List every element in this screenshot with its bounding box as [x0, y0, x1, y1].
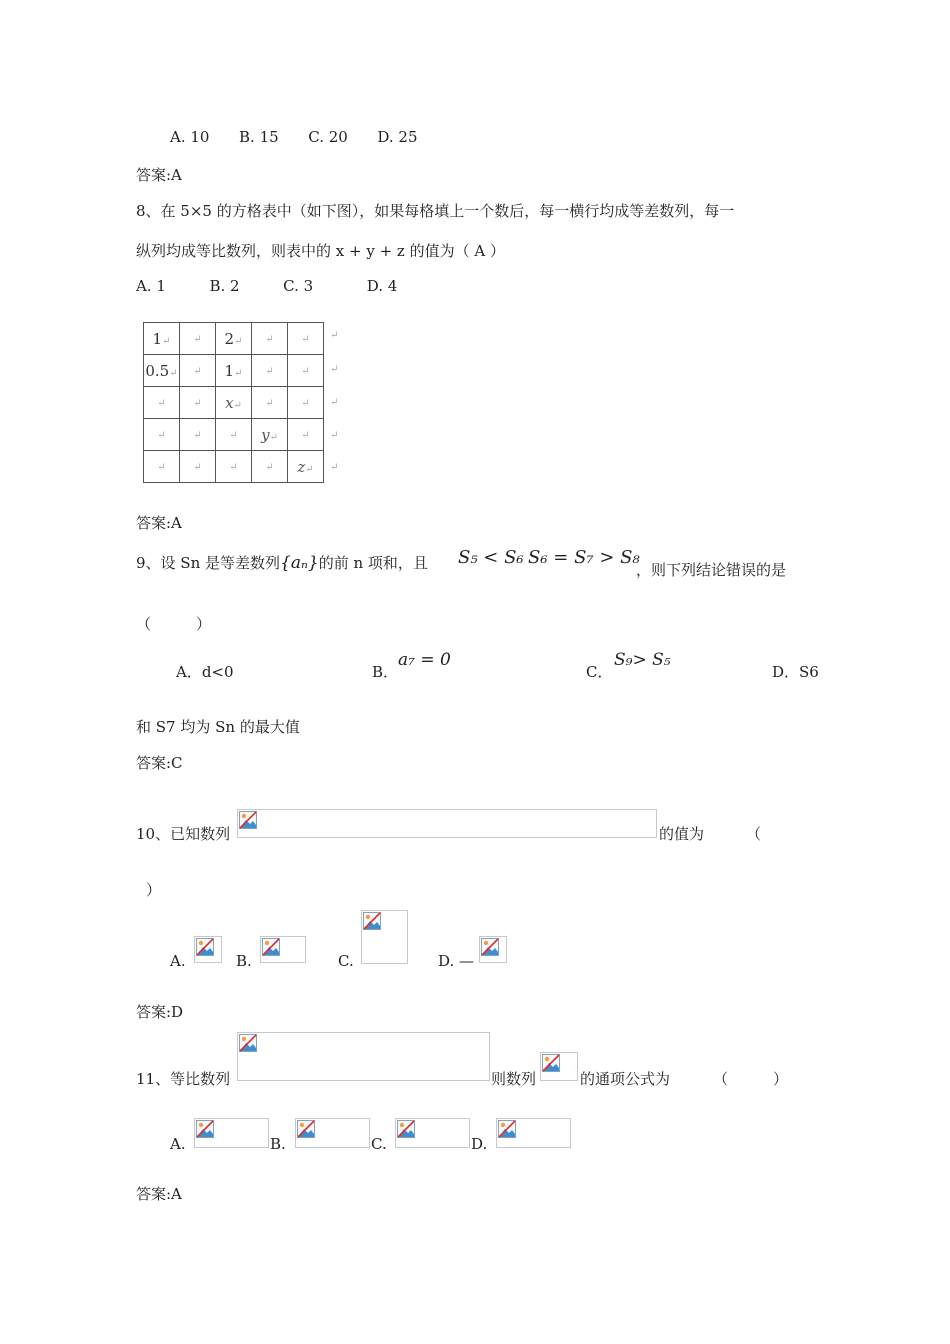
broken-image-icon	[363, 912, 381, 930]
broken-image-icon	[196, 1120, 214, 1138]
q11-option-a-image	[194, 1118, 269, 1148]
grid-cell: ↵	[144, 451, 180, 483]
grid-cell: ↵	[216, 419, 252, 451]
grid-cell: 2↵	[216, 323, 252, 355]
broken-image-icon	[196, 938, 214, 956]
q10-suffix: 的值为	[659, 825, 705, 843]
grid-cell: z↵	[288, 451, 324, 483]
q7-option-b: B. 15	[239, 128, 279, 146]
broken-image-icon	[297, 1120, 315, 1138]
grid-cell: 1↵	[216, 355, 252, 387]
row-mark: ↵	[330, 364, 339, 375]
row-mark: ↵	[330, 330, 339, 341]
grid-cell: ↵	[180, 451, 216, 483]
grid-cell: 0.5↵	[144, 355, 180, 387]
q11-seq-image	[540, 1052, 578, 1081]
grid-cell: ↵	[288, 387, 324, 419]
grid-cell: ↵	[288, 355, 324, 387]
q11-middle: 则数列	[491, 1070, 537, 1088]
grid-cell: ↵	[288, 323, 324, 355]
q10-option-b: B.	[236, 952, 252, 970]
broken-image-icon	[239, 1034, 257, 1052]
q9-option-a: A．d<0	[176, 663, 234, 681]
row-mark: ↵	[330, 430, 339, 441]
q11-prefix: 11、等比数列	[136, 1070, 231, 1088]
q11-paren: （ ）	[713, 1070, 789, 1088]
q7-option-a: A. 10	[170, 128, 210, 146]
row-mark: ↵	[330, 397, 339, 408]
broken-image-icon	[397, 1120, 415, 1138]
q11-formula-image	[237, 1032, 490, 1081]
q8-grid-table	[143, 322, 324, 483]
grid-cell: ↵	[288, 419, 324, 451]
grid-cell: x↵	[216, 387, 252, 419]
q9-cond2-math: S₆ = S₇ > S₈	[528, 547, 640, 568]
q9-middle: 的前 n 项和，且	[318, 554, 428, 572]
grid-cell: ↵	[216, 451, 252, 483]
grid-cell: ↵	[252, 355, 288, 387]
q9-cond1-math: S₅ < S₆	[458, 547, 524, 568]
broken-image-icon	[239, 811, 257, 829]
q7-option-d: D. 25	[377, 128, 418, 146]
q8-stem-line2: 纵列均成等比数列，则表中的 x + y + z 的值为（ A ）	[136, 242, 505, 260]
q8-option-d: D. 4	[366, 277, 398, 295]
q7-option-c: C. 20	[308, 128, 348, 146]
grid-cell: 1↵	[144, 323, 180, 355]
q9-option-d-continued: 和 S7 均为 Sn 的最大值	[136, 718, 300, 736]
q8-options	[136, 277, 397, 295]
q9-option-c-math: S₉> S₅	[614, 650, 671, 670]
q11-answer: 答案:A	[136, 1185, 182, 1203]
q9-suffix: ，则下列结论错误的是	[636, 561, 787, 579]
q9-prefix: 9、设 Sn 是等差数列	[136, 554, 281, 572]
q10-option-a: A.	[170, 952, 186, 970]
q10-formula-image	[237, 809, 657, 838]
grid-cell: ↵	[144, 387, 180, 419]
q9-option-b: B．	[372, 663, 399, 681]
q8-option-a: A. 1	[136, 277, 166, 295]
q11-option-b-image	[295, 1118, 370, 1148]
q10-prefix: 10、已知数列	[136, 825, 231, 843]
q9-seq-math: {aₙ}	[280, 553, 319, 573]
grid-cell: ↵	[180, 387, 216, 419]
q10-option-c: C.	[338, 952, 354, 970]
q8-answer: 答案:A	[136, 514, 182, 532]
q10-paren-open: （	[746, 825, 762, 843]
q9-option-d: D．S6	[772, 663, 819, 681]
grid-cell: ↵	[252, 323, 288, 355]
q10-option-d-image	[479, 936, 507, 963]
broken-image-icon	[481, 938, 499, 956]
grid-cell: ↵	[252, 387, 288, 419]
q9-option-b-math: a₇ = 0	[398, 650, 451, 670]
q10-answer: 答案:D	[136, 1003, 184, 1021]
broken-image-icon	[262, 938, 280, 956]
q9-paren: （ ）	[136, 615, 212, 633]
q11-option-d: D.	[471, 1135, 488, 1153]
q9-answer: 答案:C	[136, 754, 183, 772]
grid-cell: y↵	[252, 419, 288, 451]
q11-option-d-image	[496, 1118, 571, 1148]
q8-stem-line1: 8、在 5×5 的方格表中（如下图），如果每格填上一个数后，每一横行均成等差数列，每一	[136, 202, 735, 220]
q9-option-c: C．	[586, 663, 613, 681]
q10-option-a-image	[194, 936, 222, 963]
q10-option-d: D. —	[438, 952, 475, 970]
q7-answer: 答案:A	[136, 166, 182, 184]
grid-cell: ↵	[180, 419, 216, 451]
q11-option-c: C.	[371, 1135, 387, 1153]
grid-cell: ↵	[144, 419, 180, 451]
q11-option-c-image	[395, 1118, 470, 1148]
grid-cell: ↵	[180, 355, 216, 387]
q11-suffix: 的通项公式为	[580, 1070, 671, 1088]
q10-option-b-image	[260, 936, 306, 963]
q9-stem	[136, 552, 428, 573]
grid-cell: ↵	[180, 323, 216, 355]
q11-option-a: A.	[170, 1135, 186, 1153]
grid-cell: ↵	[252, 451, 288, 483]
broken-image-icon	[542, 1054, 560, 1072]
broken-image-icon	[498, 1120, 516, 1138]
row-mark: ↵	[330, 462, 339, 473]
q10-option-c-image	[361, 910, 408, 964]
q8-option-c: C. 3	[283, 277, 314, 295]
q10-paren-close: ）	[146, 881, 162, 899]
q7-options	[170, 128, 418, 146]
q8-option-b: B. 2	[209, 277, 240, 295]
q11-option-b: B.	[270, 1135, 286, 1153]
